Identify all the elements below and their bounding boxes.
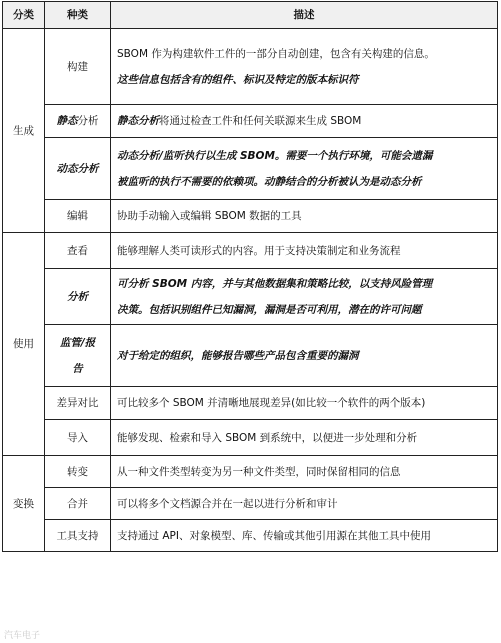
- table-row: [3, 387, 498, 420]
- header-description: 描述: [111, 2, 498, 29]
- table-row: [3, 29, 498, 105]
- table-row: [3, 520, 498, 552]
- description-cell: [111, 325, 498, 387]
- description-line: 能够理解人类可读形式的内容。用于支持决策制定和业务流程: [117, 244, 401, 257]
- description-line: 动态分析/监听执行以生成 SBOM。需要一个执行环境，可能会遗漏: [117, 149, 433, 162]
- header-kind: 种类: [45, 2, 111, 29]
- description-cell: [111, 420, 498, 456]
- description-line: SBOM 作为构建软件工件的一部分自动创建，包含有关构建的信息。: [117, 47, 435, 60]
- kind-cell: 构建: [45, 29, 111, 105]
- table-row: [3, 325, 498, 387]
- table-row: [3, 456, 498, 488]
- description-line: 协助手动输入或编辑 SBOM 数据的工具: [117, 210, 302, 222]
- description-line: 可比较多个 SBOM 并清晰地展现差异(如比较一个软件的两个版本): [117, 397, 426, 409]
- description-cell: [111, 269, 498, 325]
- kind-line: 监管/报: [59, 336, 96, 349]
- description-cell: [111, 456, 498, 488]
- table-row: [3, 488, 498, 520]
- description-line: 决策。包括识别组件已知漏洞，漏洞是否可利用，潜在的许可问题: [117, 303, 422, 316]
- kind-cell: [45, 325, 111, 387]
- table-row: [3, 200, 498, 233]
- description-line: 支持通过 API、对象模型、库、传输或其他引用源在其他工具中使用: [117, 529, 431, 542]
- table-row: [3, 420, 498, 456]
- kind-cell: 动态分析: [45, 138, 111, 200]
- header-row: [3, 2, 498, 29]
- kind-cell: 编辑: [45, 200, 111, 233]
- description-line: 从一种文件类型转变为另一种文件类型，同时保留相同的信息: [117, 465, 401, 478]
- kind-cell: 差异对比: [45, 387, 111, 420]
- description-line: 可以将多个文档源合并在一起以进行分析和审计: [117, 497, 338, 510]
- description-cell: [111, 520, 498, 552]
- kind-cell: 导入: [45, 420, 111, 456]
- kind-cell: [45, 105, 111, 138]
- description-emphasis: 静态分析: [117, 115, 159, 127]
- description-line: 可分析 SBOM 内容，并与其他数据集和策略比较，以支持风险管理: [117, 277, 433, 290]
- description-rest: 将通过检查工件和任何关联源来生成 SBOM: [159, 115, 362, 127]
- description-line: 对于给定的组织，能够报告哪些产品包含重要的漏洞: [117, 349, 359, 362]
- table-row: [3, 138, 498, 200]
- kind-emphasis: 静态: [56, 115, 78, 127]
- watermark: 汽车电子: [4, 631, 41, 641]
- description-line: [117, 108, 491, 134]
- header-category: 分类: [3, 2, 45, 29]
- category-cell: 变换: [3, 456, 45, 552]
- description-cell: [111, 488, 498, 520]
- kind-line: 告: [72, 362, 83, 375]
- kind-cell: 工具支持: [45, 520, 111, 552]
- table-row: [3, 105, 498, 138]
- description-cell: [111, 29, 498, 105]
- kind-cell: 分析: [45, 269, 111, 325]
- description-cell: [111, 387, 498, 420]
- description-line: 被监听的执行不需要的依赖项。动静结合的分析被认为是动态分析: [117, 175, 422, 188]
- description-cell: [111, 138, 498, 200]
- description-line: 这些信息包括含有的组件、标识及特定的版本标识符: [117, 73, 359, 86]
- category-cell: 生成: [3, 29, 45, 233]
- kind-cell: 合并: [45, 488, 111, 520]
- category-cell: 使用: [3, 233, 45, 456]
- description-line: 能够发现、检索和导入 SBOM 到系统中，以便进一步处理和分析: [117, 431, 418, 444]
- table-row: [3, 233, 498, 269]
- kind-cell: 查看: [45, 233, 111, 269]
- table-body: [3, 29, 498, 552]
- sbom-tools-table: [2, 1, 498, 552]
- kind-cell: 转变: [45, 456, 111, 488]
- description-cell: [111, 200, 498, 233]
- kind-rest: 分析: [77, 115, 99, 127]
- table-row: [3, 269, 498, 325]
- description-cell: [111, 105, 498, 138]
- description-cell: [111, 233, 498, 269]
